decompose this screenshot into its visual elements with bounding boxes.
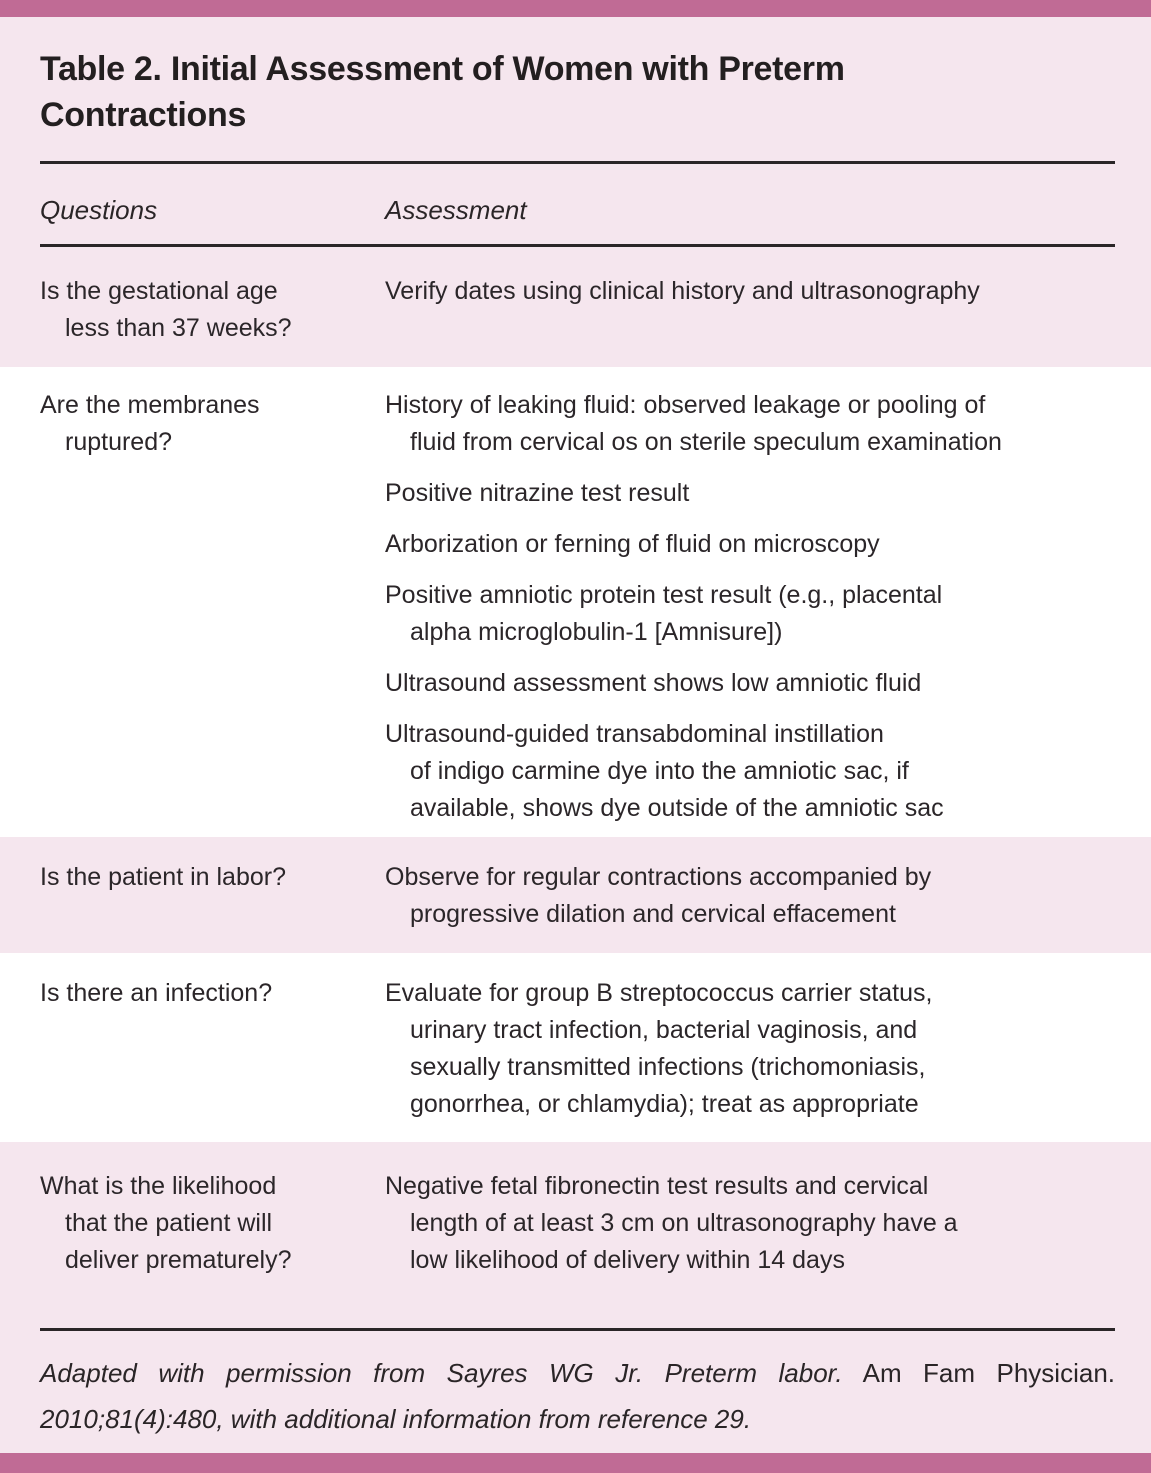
assessment-item bbox=[385, 859, 1115, 933]
column-header-assessment: Assessment bbox=[385, 195, 527, 225]
question-cell bbox=[40, 273, 385, 367]
table-row bbox=[0, 953, 1151, 1142]
assessment-item bbox=[385, 273, 1115, 310]
assessment-line: Observe for regular contractions accompanied by bbox=[385, 863, 932, 891]
footnote-line: 2010;81(4):480, with additional information from reference 29. bbox=[40, 1404, 752, 1434]
horizontal-rule-top bbox=[40, 161, 1115, 164]
table-title-line: Table 2. Initial Assessment of Women with Preterm bbox=[40, 50, 845, 88]
assessment-item bbox=[385, 716, 1115, 827]
question-line: Is there an infection? bbox=[40, 979, 273, 1007]
assessment-item bbox=[385, 475, 1115, 512]
assessment-cell bbox=[385, 387, 1115, 837]
table-row bbox=[0, 247, 1151, 367]
table-body bbox=[0, 247, 1151, 1329]
assessment-line: Evaluate for group B streptococcus carrier status, bbox=[385, 979, 933, 1007]
assessment-line: gonorrhea, or chlamydia); treat as appropriate bbox=[410, 1090, 919, 1118]
question-line: Are the membranes bbox=[40, 391, 260, 419]
question-cell bbox=[40, 859, 385, 953]
table-footnote bbox=[40, 1350, 1115, 1442]
column-header-row bbox=[0, 193, 1151, 227]
question-line: that the patient will bbox=[65, 1209, 273, 1237]
top-accent-bar bbox=[0, 0, 1151, 17]
horizontal-rule-bottom bbox=[40, 1328, 1115, 1331]
question-line: Is the patient in labor? bbox=[40, 863, 286, 891]
assessment-item bbox=[385, 526, 1115, 563]
footnote-journal-name: Am Fam Physician. bbox=[842, 1358, 1116, 1388]
assessment-line: of indigo carmine dye into the amniotic sac, if bbox=[410, 757, 909, 785]
question-line: less than 37 weeks? bbox=[65, 314, 292, 342]
assessment-item bbox=[385, 665, 1115, 702]
assessment-item bbox=[385, 1168, 1115, 1279]
assessment-line: Ultrasound assessment shows low amniotic fluid bbox=[385, 669, 922, 697]
assessment-line: alpha microglobulin-1 [Amnisure]) bbox=[410, 618, 783, 646]
table-row bbox=[0, 1142, 1151, 1329]
table-row bbox=[0, 367, 1151, 837]
question-line: deliver prematurely? bbox=[65, 1246, 292, 1274]
assessment-line: fluid from cervical os on sterile speculum examination bbox=[410, 428, 1002, 456]
question-cell bbox=[40, 975, 385, 1142]
assessment-line: Negative fetal fibronectin test results and cervical bbox=[385, 1172, 929, 1200]
question-line: ruptured? bbox=[65, 428, 173, 456]
assessment-cell bbox=[385, 1168, 1115, 1329]
footnote-line bbox=[40, 1350, 1115, 1396]
assessment-line: History of leaking fluid: observed leakage or pooling of bbox=[385, 391, 986, 419]
table-title-line: Contractions bbox=[40, 96, 247, 134]
assessment-line: Verify dates using clinical history and ultrasonography bbox=[385, 277, 980, 305]
assessment-item bbox=[385, 975, 1115, 1123]
assessment-line: Arborization or ferning of fluid on microscopy bbox=[385, 530, 880, 558]
question-cell bbox=[40, 1168, 385, 1329]
assessment-cell bbox=[385, 859, 1115, 953]
assessment-line: Ultrasound-guided transabdominal instillation bbox=[385, 720, 884, 748]
assessment-item bbox=[385, 577, 1115, 651]
assessment-line: Positive amniotic protein test result (e.g., placental bbox=[385, 581, 943, 609]
assessment-cell bbox=[385, 273, 1115, 367]
assessment-line: sexually transmitted infections (trichomoniasis, bbox=[410, 1053, 926, 1081]
assessment-line: low likelihood of delivery within 14 days bbox=[410, 1246, 845, 1274]
column-header-questions: Questions bbox=[40, 195, 158, 225]
assessment-line: progressive dilation and cervical effacement bbox=[410, 900, 896, 928]
footnote-credit-text: Adapted with permission from Sayres WG Jr. Preterm labor. bbox=[40, 1358, 843, 1388]
assessment-line: available, shows dye outside of the amniotic sac bbox=[410, 794, 944, 822]
question-cell bbox=[40, 387, 385, 837]
assessment-item bbox=[385, 387, 1115, 461]
bottom-accent-bar bbox=[0, 1453, 1151, 1473]
question-line: What is the likelihood bbox=[40, 1172, 277, 1200]
assessment-cell bbox=[385, 975, 1115, 1142]
table-title bbox=[40, 46, 1115, 138]
question-line: Is the gestational age bbox=[40, 277, 278, 305]
assessment-line: length of at least 3 cm on ultrasonography have a bbox=[410, 1209, 958, 1237]
table-row bbox=[0, 837, 1151, 953]
assessment-line: Positive nitrazine test result bbox=[385, 479, 690, 507]
assessment-line: urinary tract infection, bacterial vaginosis, and bbox=[410, 1016, 918, 1044]
